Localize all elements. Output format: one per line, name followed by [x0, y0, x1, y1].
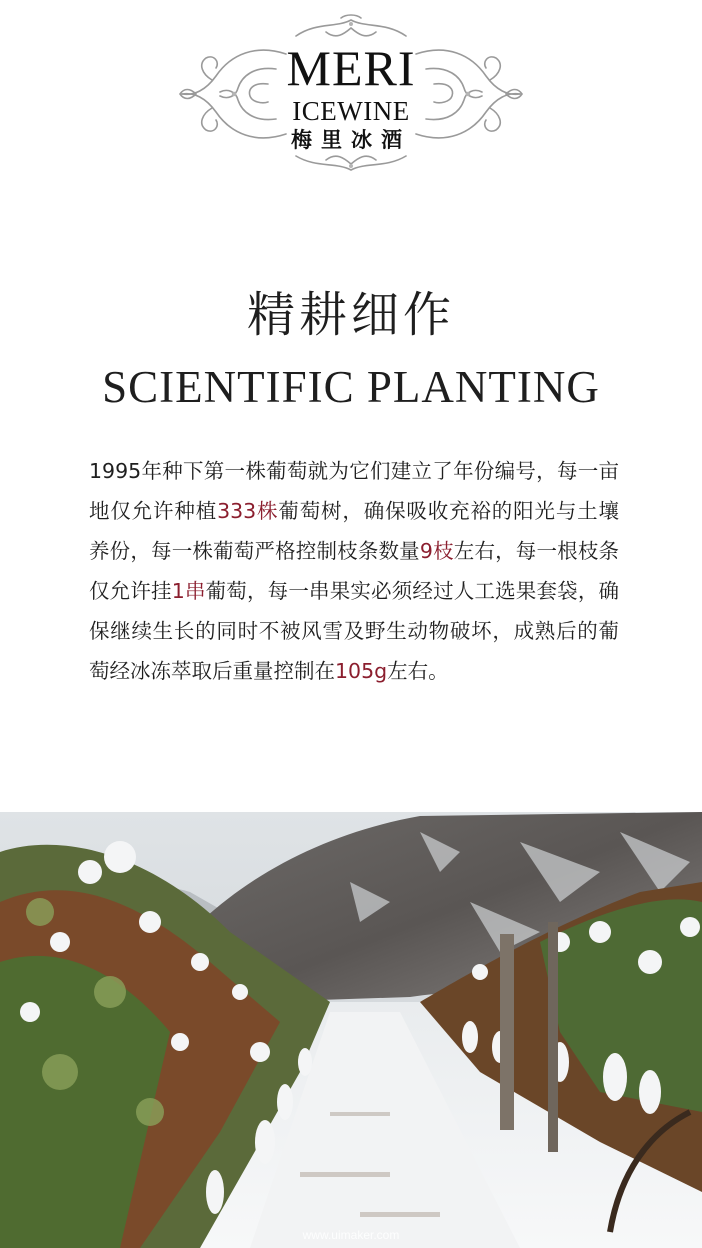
section-title-chinese: 精耕细作: [246, 287, 455, 343]
highlight-branches-per-vine: 9枝: [419, 539, 454, 563]
vineyard-snow-photo: [0, 812, 702, 1248]
description-text: 左右。: [387, 659, 449, 683]
section-title-english: SCIENTIFIC PLANTING: [102, 362, 600, 412]
highlight-vines-per-mu: 333株: [217, 499, 279, 523]
brand-logo: [176, 14, 526, 174]
description-text: 左右，每一根枝条仅允许挂: [89, 539, 620, 603]
highlight-weight: 105g: [335, 659, 388, 683]
description-text: 葡萄，每一串果实必须经过人工选果套袋，确保继续生长的同时不被风雪及野生动物破坏，成熟后的葡萄经冰冻萃取后重量控制在: [89, 579, 620, 683]
highlight-bunch-per-branch: 1串: [171, 579, 206, 603]
vineyard-snow-illustration: [0, 812, 702, 1248]
photo-watermark: www.uimaker.com: [302, 1228, 400, 1242]
logo-meri-text: MERI: [286, 40, 416, 96]
planting-description: [89, 451, 619, 691]
logo-icewine-text: ICEWINE: [292, 96, 410, 126]
logo-chinese-text: 梅里冰酒: [291, 127, 411, 152]
description-text: 葡萄树，确保吸收充裕的阳光与土壤养份，每一株葡萄严格控制枝条数量: [89, 499, 619, 563]
description-text: 1995年种下第一株葡萄就为它们建立了年份编号，每一亩地仅允许种植: [89, 459, 619, 523]
